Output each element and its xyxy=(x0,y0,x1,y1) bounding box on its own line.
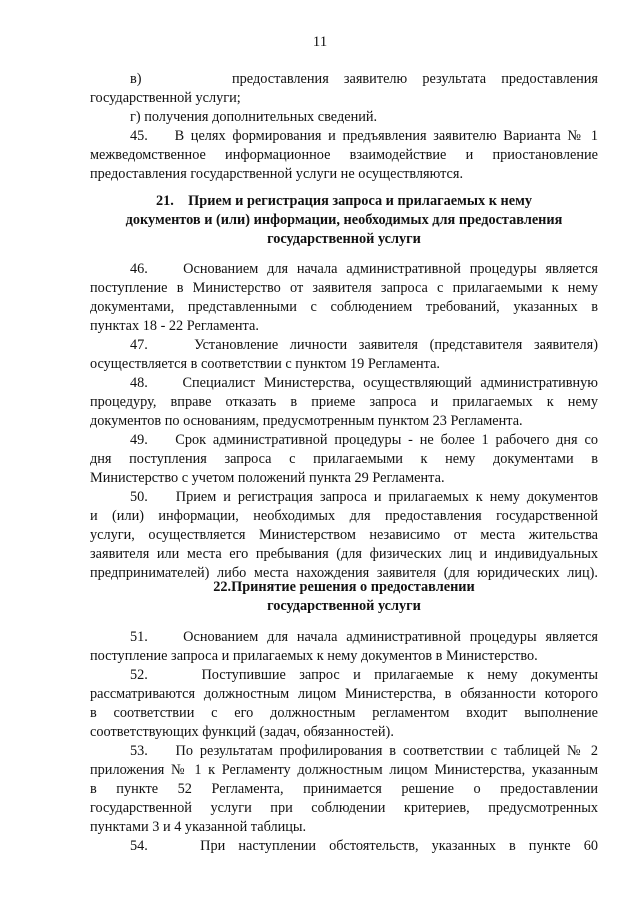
paragraph-line: соответствующих функций (задач, обязанностей). xyxy=(90,724,394,740)
paragraph-line: предоставления государственной услуги не осуществляются. xyxy=(90,166,464,182)
paragraph-line: 54. При наступлении обстоятельств, указанных в пункте 60 xyxy=(130,838,598,854)
paragraph-line: 47. Установление личности заявителя (представителя заявителя) xyxy=(130,337,598,353)
paragraph-line: процедуру, вправе отказать в приеме запроса и прилагаемых к нему xyxy=(90,394,598,410)
paragraph-line: Министерство с учетом положений пункта 29 Регламента. xyxy=(90,470,445,486)
section-heading-line: государственной услуги xyxy=(267,598,421,614)
paragraph-line: 48. Специалист Министерства, осуществляющий административную xyxy=(130,375,598,391)
paragraph-line: 53. По результатам профилирования в соответствии с таблицей № 2 xyxy=(130,743,598,759)
paragraph-line: государственной услуги при соблюдении критериев, предусмотренных xyxy=(90,800,598,816)
paragraph-line: в) предоставления заявителю результата предоставления xyxy=(130,71,598,87)
paragraph-line: дня поступления запроса с прилагаемыми к нему документами в xyxy=(90,451,598,467)
paragraph-line: государственной услуги; xyxy=(90,90,241,106)
paragraph-line: приложения № 1 к Регламенту должностным лицом Министерства, указанным xyxy=(90,762,598,778)
paragraph-line: поступление в Министерство от заявителя запроса с прилагаемыми к нему xyxy=(90,280,598,296)
paragraph-line: 49. Срок административной процедуры - не более 1 рабочего дня со xyxy=(130,432,598,448)
page-number: 11 xyxy=(312,34,328,50)
section-heading-line: 21. Прием и регистрация запроса и прилагаемых к нему xyxy=(156,193,532,209)
paragraph-line: 46. Основанием для начала административной процедуры является xyxy=(130,261,598,277)
paragraph-line: межведомственное информационное взаимодействие и приостановление xyxy=(90,147,598,163)
section-heading-line: 22.Принятие решения о предоставлении xyxy=(213,579,475,595)
paragraph-line: 52. Поступившие запрос и прилагаемые к нему документы xyxy=(130,667,598,683)
paragraph-line: пунктами 3 и 4 указанной таблицы. xyxy=(90,819,307,835)
paragraph-line: заявителя или места его пребывания (для физических лиц и индивидуальных xyxy=(90,546,598,562)
paragraph-line: документами, представленными с соблюдением требований, указанных в xyxy=(90,299,598,315)
paragraph-line: в пункте 52 Регламента, принимается решение о предоставлении xyxy=(90,781,598,797)
paragraph-line: 51. Основанием для начала административной процедуры является xyxy=(130,629,598,645)
paragraph-line: рассматриваются должностным лицом Министерства, в обязанности которого xyxy=(90,686,598,702)
paragraph-line: в соответствии с его должностным регламентом входит выполнение xyxy=(90,705,598,721)
paragraph-line: и (или) информации, необходимых для предоставления государственной xyxy=(90,508,598,524)
paragraph-line: услуги, осуществляется Министерством независимо от места жительства xyxy=(90,527,598,543)
paragraph-line: г) получения дополнительных сведений. xyxy=(130,109,378,125)
section-heading-line: государственной услуги xyxy=(267,231,421,247)
paragraph-line: предпринимателей) либо места нахождения заявителя (для юридических лиц). xyxy=(90,565,598,581)
section-heading-line: документов и (или) информации, необходимых для предоставления xyxy=(125,212,563,228)
paragraph-line: документов по основаниям, предусмотренным пунктом 23 Регламента. xyxy=(90,413,523,429)
paragraph-line: 50. Прием и регистрация запроса и прилагаемых к нему документов xyxy=(130,489,598,505)
paragraph-line: 45. В целях формирования и предъявления заявителю Варианта № 1 xyxy=(130,128,598,144)
paragraph-line: осуществляется в соответствии с пунктом 19 Регламента. xyxy=(90,356,441,372)
paragraph-line: поступление запроса и прилагаемых к нему документов в Министерство. xyxy=(90,648,538,664)
paragraph-line: пунктах 18 - 22 Регламента. xyxy=(90,318,259,334)
